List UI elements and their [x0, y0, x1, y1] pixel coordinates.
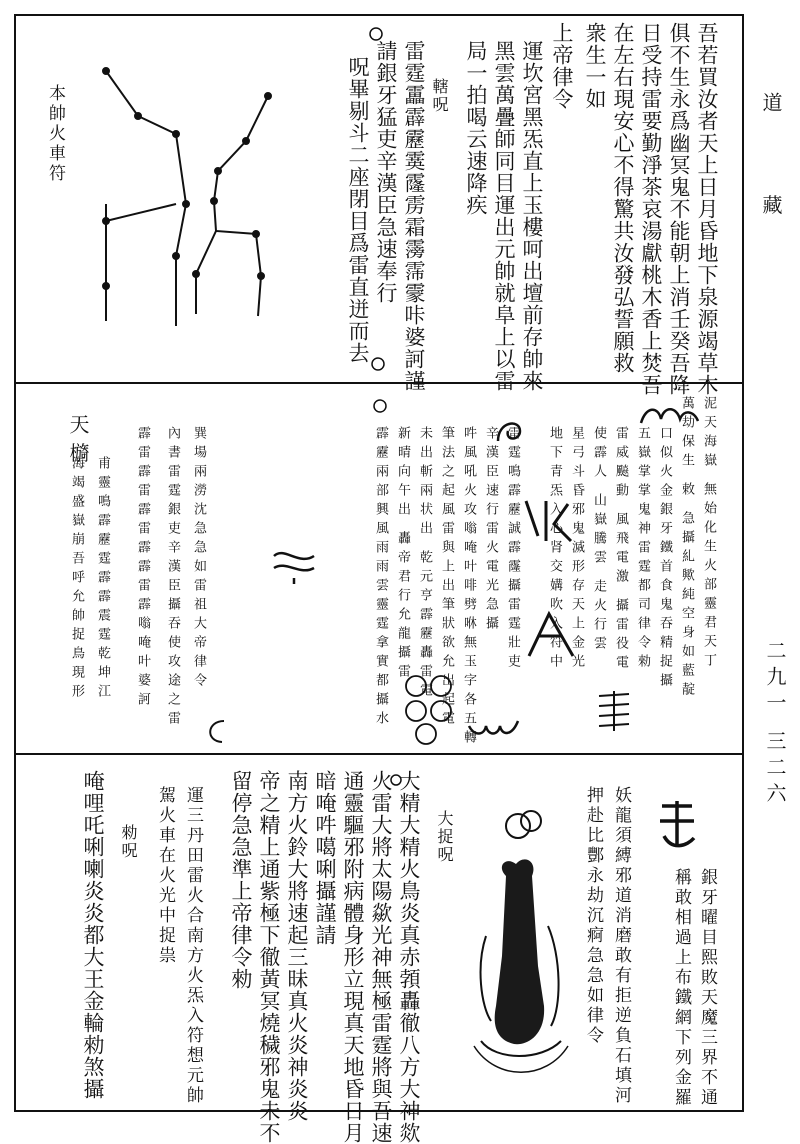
command-heading: 上帝律令 [550, 22, 574, 110]
talisman-text-column-1: 泥天海嶽 無始化生火部靈君天丁 [701, 396, 716, 673]
talisman-text-column-18: 霹雷霹雷霹雷霹霹雷霹嗡唵叶婆訶 [135, 426, 150, 711]
chant-column-2: 火雷大將太陽歘光神無極雷霆將與吾速 [369, 770, 393, 1144]
talisman-text-column-2: 萬劫保生 敕 急攝糺歟純空身如藍靛 [679, 396, 694, 702]
talisman-text-column-15: 霹靂兩部興風雨雨雲靈霆拿實都攝水 [373, 426, 388, 730]
chant-column-3: 通靈驅邪附病體身形立現真天地昏日月 [341, 770, 365, 1144]
talisman-glyph [516, 496, 576, 546]
section-divider-2 [16, 753, 742, 755]
talisman-text-column-19: 甫靈鳴霹靂霆霹霹震霆乾坤江 [95, 456, 110, 703]
incantation-column-3: 呪畢剔斗二座閉目爲雷直迸而去 [346, 56, 370, 364]
small-circle-mark [368, 354, 388, 374]
chant-column-1: 大精大精火鳥炎真赤𩓐轟徹八方大神欻 [397, 770, 421, 1144]
fire-chariot-star-diagram [46, 56, 316, 336]
chant-column-5: 南方火鈴大將速起三昧真火炎神炎炎 [285, 770, 309, 1122]
incantation-column-1: 雷霆靁霹靂霙霳雳霜霶霈霥咔婆訶謹 [402, 40, 426, 392]
small-circle-mark [388, 772, 404, 788]
talisman-text-column-10: 辛漢臣速行雷火電光急攝 [483, 426, 498, 635]
body-column-5: 衆生一如 [583, 22, 607, 110]
section-divider-1 [16, 382, 742, 384]
talisman-glyph [652, 796, 702, 856]
talisman-text-column-8: 地下青炁入心肾交媾吹入符中 [547, 426, 562, 673]
talisman-text-column-17: 內書雷霆銀吏辛漢臣攝吞使攻途之雷 [165, 426, 180, 730]
talisman-text-column-16: 巽場兩澇沈急急如雷祖大帝律令 [191, 426, 206, 692]
final-column-1: 唵哩吒唎喇炎炎都大王金輪勑煞攝 [81, 770, 105, 1100]
talisman-seals [401, 666, 461, 746]
talisman-text-column-6: 使霹人 山嶽騰雲 走火行雲 [591, 426, 606, 656]
body-column-4: 在左右現安心不得驚共汝發弘誓願救 [611, 22, 635, 374]
body-column-3: 日受持雷要勤淨茶哀湯獻桃木香上焚吾 [639, 22, 663, 396]
talisman-glyph [521, 606, 581, 661]
chant-column-6: 帝之精上通紫極下徹黃冥燒穢邪鬼未不 [257, 770, 281, 1144]
caption-column-3: 妖龍須縛邪道消磨敢有拒逆負石填河 [611, 786, 631, 1106]
body-column-2: 俱不生永爲幽冥鬼不能朝上消壬癸吾降 [667, 22, 691, 396]
final-heading: 勑呪 [119, 824, 138, 860]
small-circle-mark [366, 24, 386, 44]
deity-figure [466, 806, 576, 1086]
instruction-column-1: 運三丹田雷火合南方火炁入符想元帥 [183, 786, 203, 1106]
command-column-2: 黑雲萬疊師同目運出元帥就阜上以雷 [492, 40, 516, 392]
section2-heading: 天 檹 [66, 414, 90, 464]
talisman-text-column-7: 星弓斗昏邪鬼滅形存天上金光 [569, 426, 584, 673]
page-frame [14, 14, 744, 1144]
small-circle-mark [370, 396, 390, 416]
diagram-label: 本帥火車符 [45, 84, 65, 184]
talisman-glyph [490, 411, 530, 451]
chant-column-4: 暗唵吽噶唎攝謹請 [313, 770, 337, 946]
page-number: 二九一 三二六 [763, 640, 787, 809]
incantation-heading: 轄呪 [430, 78, 449, 114]
chant-heading: 大捉呪 [435, 810, 454, 864]
chant-column-7: 留停急急準上帝律令勑 [229, 770, 253, 990]
talisman-text-column-9: 雷霆鳴霹靂誠霹霳攝雷霆壯吏 [505, 426, 520, 673]
instruction-column-2: 駕火車在火光中捉祟 [155, 786, 175, 966]
talisman-text-column-11: 吽風吼火攻嗡唵叶啡劈咻無玉字各五轉 [461, 426, 476, 749]
talisman-text-column-12: 筆法之起風雷與上出筆狀欲允出起電 [439, 426, 454, 730]
caption-column-4: 押赴比酆永劫沉痾急急如律令 [583, 786, 603, 1046]
talisman-text-column-20: 海竭盛嶽崩吾呼允帥捉鳥現形 [69, 456, 84, 703]
small-circle-mark [516, 806, 546, 836]
small-circle-mark [202, 716, 232, 746]
caption-column-1: 銀牙曜目熙敗天魔三界不通 [697, 868, 717, 1108]
command-column-1: 運坎宮黑炁直上玉樓呵出壇前存帥來 [520, 40, 544, 392]
talisman-glyph [594, 686, 634, 736]
talisman-glyph [464, 711, 524, 741]
talisman-text-column-13: 未出斬兩状出 乾元亨霹靂轟雷電 [417, 426, 432, 703]
command-column-3: 局一拍喝云速降疾 [464, 40, 488, 216]
talisman-text-column-5: 雷威飈動 風飛電激 攝雷役電 [613, 426, 628, 675]
caption-column-2: 稱敢相過上布鐵網下列金羅 [671, 868, 691, 1108]
talisman-text-column-4: 五嶽掌掌鬼神雷霆都司律令勑 [635, 426, 650, 673]
talisman-glyph [636, 401, 706, 431]
body-column-1: 吾若買汝者天上日月昏地下泉源竭草木 [695, 22, 719, 396]
incantation-column-2: 請銀牙猛吏辛漢臣急速奉行 [374, 40, 398, 304]
book-title: 道 藏 [759, 92, 783, 253]
talisman-text-column-3: 口似火金銀牙鐵首食鬼吞精捉攝 [657, 426, 672, 692]
talisman-text-column-14: 新晴向午出 轟帝君行允龍攝雷 [395, 426, 410, 684]
talisman-glyph [264, 536, 324, 586]
